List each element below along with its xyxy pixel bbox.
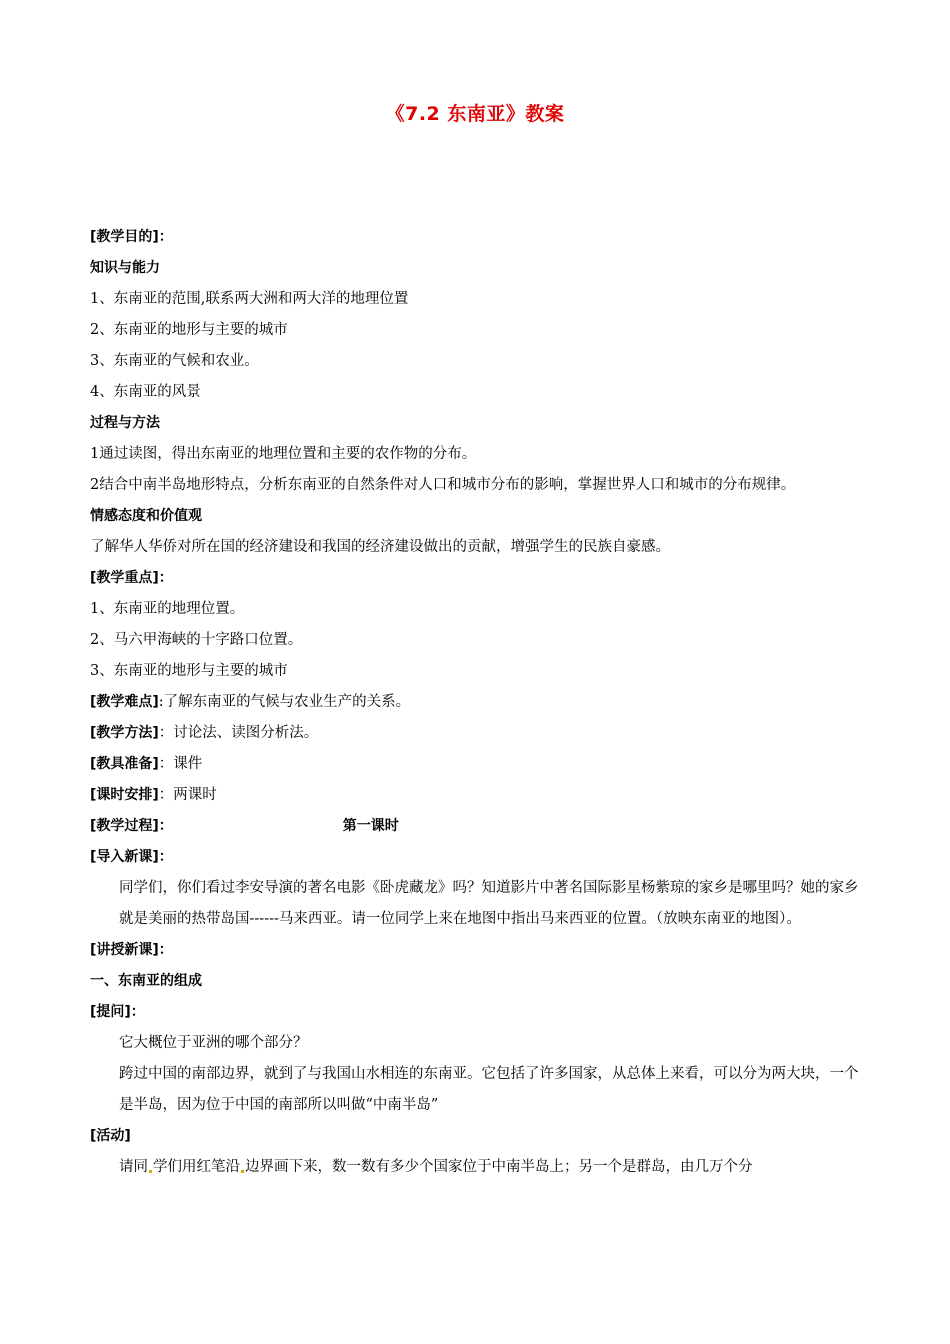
key-point-item: 2、马六甲海峡的十字路口位置。 [90, 632, 303, 648]
tools-text: ：课件 [158, 756, 203, 772]
schedule-line [90, 780, 868, 811]
document-body [90, 222, 868, 1183]
method-text: ：讨论法、读图分析法。 [158, 725, 319, 741]
knowledge-item: 1、东南亚的范围,联系两大洲和两大洋的地理位置 [90, 291, 409, 307]
mark-dot [149, 1170, 152, 1173]
schedule-text: ：两课时 [158, 787, 217, 803]
goals-heading: [教学目的]： [90, 229, 173, 245]
process-steps-line [90, 811, 868, 842]
key-point-item: 1、东南亚的地理位置。 [90, 601, 245, 617]
process-heading: 过程与方法 [90, 415, 160, 431]
process-item: 2结合中南半岛地形特点，分析东南亚的自然条件对人口和城市分布的影响，掌握世界人口和城市的分布规律。 [90, 477, 796, 493]
process-steps-label: [教学过程]： [90, 818, 173, 834]
method-line [90, 718, 868, 749]
difficulty-label: [教学难点] [90, 694, 159, 710]
activity-heading: [活动] [90, 1128, 131, 1144]
intro-heading: [导入新课]： [90, 849, 173, 865]
key-points-heading: [教学重点]： [90, 570, 173, 586]
knowledge-item: 3、东南亚的气候和农业。 [90, 353, 259, 369]
lecture-heading: [讲授新课]： [90, 942, 173, 958]
emotion-text: 了解华人华侨对所在国的经济建设和我国的经济建设做出的贡献，增强学生的民族自豪感。 [90, 539, 670, 555]
question-heading: [提问]： [90, 1004, 145, 1020]
question-text: 它大概位于亚洲的哪个部分？ [119, 1035, 308, 1051]
activity-text-part: 学们用红笔沿 [153, 1159, 240, 1175]
lesson-label: 第一课时 [342, 818, 399, 834]
process-item: 1通过读图，得出东南亚的地理位置和主要的农作物的分布。 [90, 446, 477, 462]
knowledge-heading: 知识与能力 [90, 260, 160, 276]
activity-text-part: 请同 [119, 1159, 148, 1175]
difficulty-line [90, 687, 868, 718]
emotion-heading: 情感态度和价值观 [90, 508, 202, 524]
activity-text-part: 边界画下来，数一数有多少个国家位于中南半岛上；另一个是群岛，由几万个分 [245, 1159, 753, 1175]
key-point-item: 3、东南亚的地形与主要的城市 [90, 663, 288, 679]
method-label: [教学方法] [90, 725, 159, 741]
tools-label: [教具准备] [90, 756, 159, 772]
lecture-paragraph: 跨过中国的南部边界，就到了与我国山水相连的东南亚。它包括了许多国家，从总体上来看，可以分为两大块，一个是半岛，因为位于中国的南部所以叫做“中南半岛” [119, 1066, 859, 1113]
mark-dot [241, 1170, 244, 1173]
difficulty-text: :了解东南亚的气候与农业生产的关系。 [158, 694, 411, 710]
knowledge-item: 4、东南亚的风景 [90, 384, 201, 400]
tools-line [90, 749, 868, 780]
schedule-label: [课时安排] [90, 787, 159, 803]
section-heading: 一、东南亚的组成 [90, 973, 202, 989]
document-title: 《7.2 东南亚》教案 [385, 103, 565, 125]
intro-text: 同学们，你们看过李安导演的著名电影《卧虎藏龙》吗？知道影片中著名国际影星杨紫琼的家乡是哪里吗？她的家乡就是美丽的热带岛国------马来西亚。请一位同学上来在地图中指出马来西亚的位置。（放映东南亚的地图）。 [119, 880, 859, 927]
knowledge-item: 2、东南亚的地形与主要的城市 [90, 322, 288, 338]
activity-text [90, 1152, 868, 1183]
